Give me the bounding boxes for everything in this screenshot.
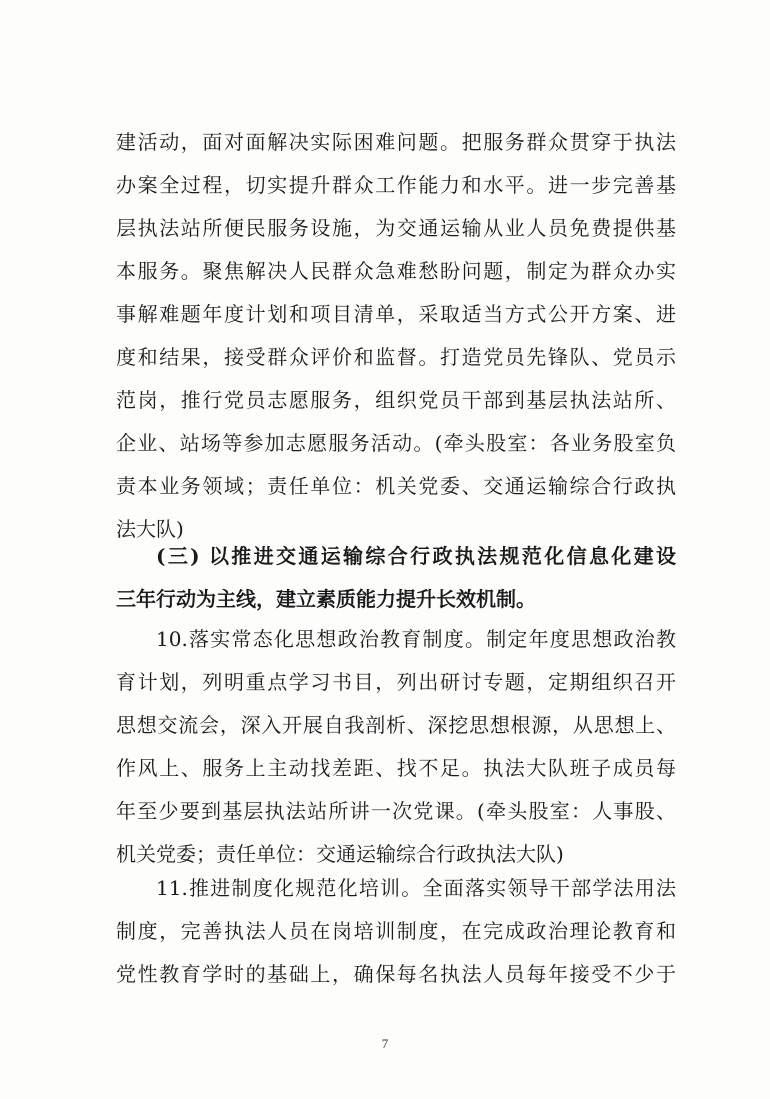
text-line: 思想交流会，深入开展自我剖析、深挖思想根源，从思想上、 — [116, 713, 676, 737]
text-line: 11.推进制度化规范化培训。全面落实领导干部学法用法 — [156, 876, 676, 900]
text-line: 层执法站所便民服务设施，为交通运输从业人员免费提供基 — [116, 216, 676, 240]
page-number: 7 — [381, 1036, 389, 1051]
paragraph-item-10 — [116, 618, 676, 876]
text-line: 度和结果，接受群众评价和监督。打造党员先锋队、党员示 — [116, 345, 676, 369]
text-line: 办案全过程，切实提升群众工作能力和水平。进一步完善基 — [116, 173, 676, 197]
section-heading — [116, 535, 676, 621]
paragraph-continuation — [116, 121, 676, 551]
text-line: 建活动，面对面解决实际困难问题。把服务群众贯穿于执法 — [116, 130, 676, 154]
heading-line: 三年行动为主线，建立素质能力提升长效机制。 — [116, 587, 536, 611]
text-line: 年至少要到基层执法站所讲一次党课。(牵头股室：人事股、 — [116, 799, 676, 823]
text-line: 党性教育学时的基础上，确保每名执法人员每年接受不少于 — [116, 962, 676, 986]
text-line: 范岗，推行党员志愿服务，组织党员干部到基层执法站所、 — [116, 388, 676, 412]
heading-line: (三) 以推进交通运输综合行政执法规范化信息化建设 — [156, 544, 676, 568]
text-line: 育计划，列明重点学习书目，列出研讨专题，定期组织召开 — [116, 670, 676, 694]
text-line: 责本业务领域；责任单位：机关党委、交通运输综合行政执 — [116, 474, 676, 498]
text-line: 作风上、服务上主动找差距、找不足。执法大队班子成员每 — [116, 756, 676, 780]
text-line: 10.落实常态化思想政治教育制度。制定年度思想政治教 — [156, 627, 676, 651]
text-line: 事解难题年度计划和项目清单，采取适当方式公开方案、进 — [116, 302, 676, 326]
text-line: 机关党委；责任单位：交通运输综合行政执法大队) — [116, 842, 564, 866]
text-line: 企业、站场等参加志愿服务活动。(牵头股室：各业务股室负 — [116, 431, 676, 455]
text-line: 制度，完善执法人员在岗培训制度，在完成政治理论教育和 — [116, 919, 676, 943]
text-line: 法大队) — [116, 517, 184, 541]
text-line: 本服务。聚焦解决人民群众急难愁盼问题，制定为群众办实 — [116, 259, 676, 283]
paragraph-item-11 — [116, 867, 676, 996]
